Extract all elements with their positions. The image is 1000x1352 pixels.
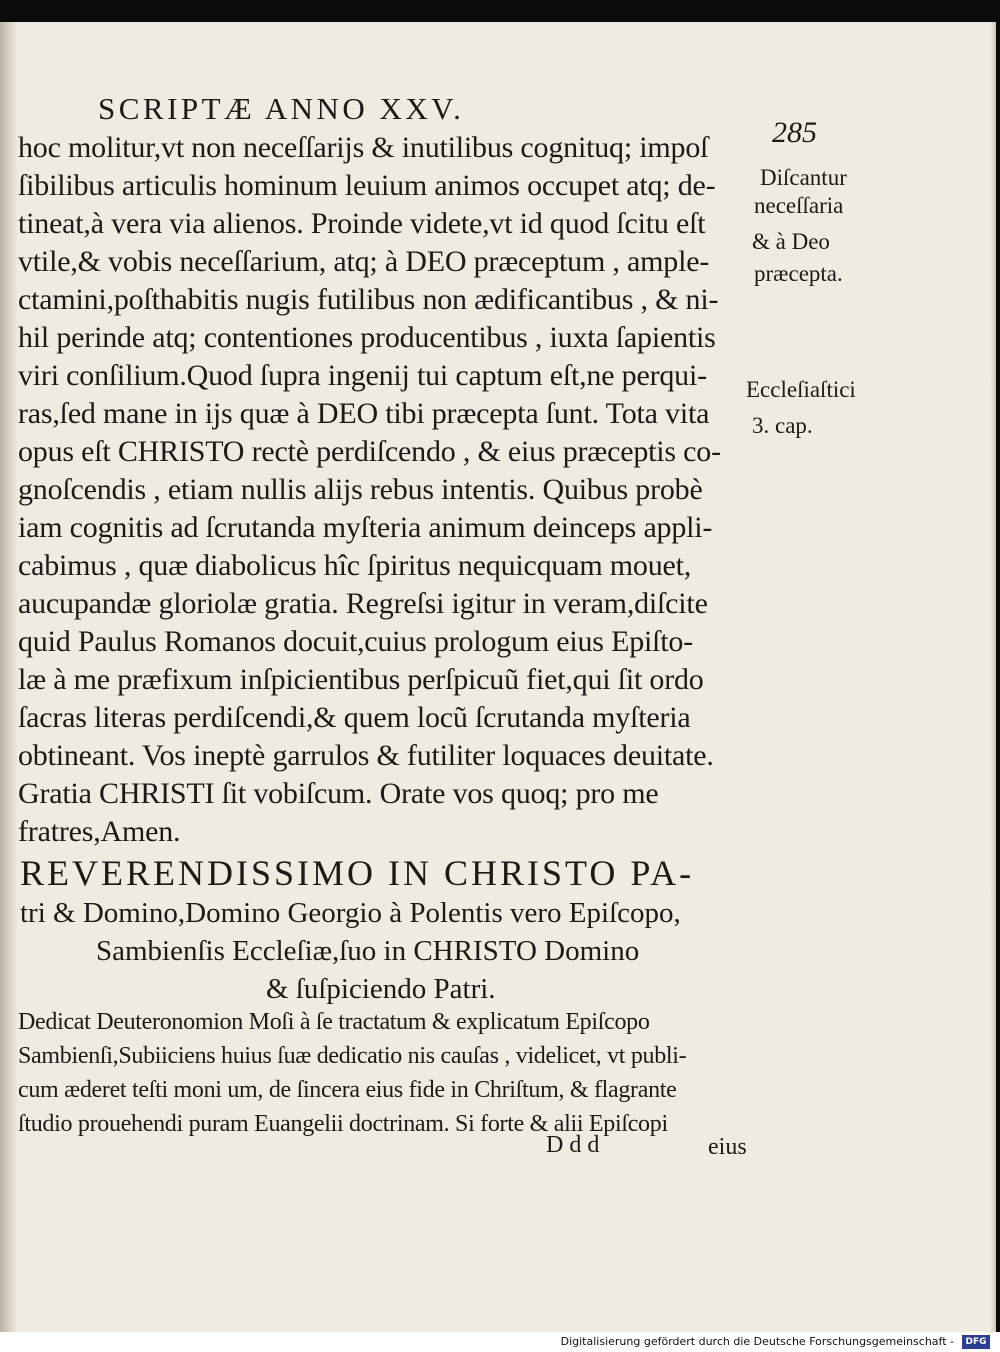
text-line: aucupandæ gloriolæ gratia. Regreſsi igitur in veram,diſcite [18,587,708,620]
margin-note-line: 3. cap. [752,413,813,438]
text-line: iam cognitis ad ſcrutanda myſteria animum deinceps appli- [18,511,713,544]
dedication-title-line: tri & Domino,Domino Georgio à Polentis vero Epiſcopo, [20,897,681,929]
page-number: 285 [772,116,817,149]
text-line: opus eſt CHRISTO rectè perdiſcendo , & eius præceptis co- [18,435,721,468]
running-title: SCRIPTÆ ANNO XXV. [98,91,465,126]
text-line: viri conſilium.Quod ſupra ingenij tui captum eſt,ne perqui- [18,359,707,392]
spine-shadow [0,22,18,1332]
text-line: ſacras literas perdiſcendi,& quem locũ ſcrutanda myſteria [18,701,691,734]
signature-mark: D d d [546,1132,600,1158]
text-line: ctamini,poſthabitis nugis futilibus non ædificantibus , & ni- [18,283,719,316]
text-line: hil perinde atq; contentiones producentibus , iuxta ſapientis [18,321,716,354]
text-line: tineat,à vera via alienos. Proinde videte,vt id quod ſcitu eſt [18,207,706,240]
dedication-title-line: & ſuſpiciendo Patri. [266,973,496,1005]
text-line: ſibilibus articulis hominum leuium animos occupet atq; de- [18,169,716,202]
text-line: læ à me præfixum inſpicientibus perſpicuũ fiet,qui ſit ordo [18,663,704,696]
text-line: hoc molitur,vt non neceſſarijs & inutilibus cognituq; impoſ [18,131,709,164]
summary-line: ſtudio prouehendi puram Euangelii doctrinam. Si forte & alii Epiſcopi [18,1111,668,1137]
text-line: ras,ſed mane in ijs quæ à DEO tibi præcepta ſunt. Tota vita [18,397,710,430]
margin-note-line: Eccleſiaſtici [746,377,856,402]
text-line: vtile,& vobis neceſſarium, atq; à DEO præceptum , ample- [18,245,710,278]
dfg-logo: DFG [962,1335,990,1349]
margin-note-line: præcepta. [754,261,843,286]
text-line: gnoſcendis , etiam nullis alijs rebus intentis. Quibus probè [18,473,703,506]
summary-line: cum æderet teſti moni um, de ſincera eius fide in Chriſtum, & flagrante [18,1077,677,1103]
margin-note-line: & à Deo [752,229,830,254]
summary-line: Sambienſi,Subiiciens huius ſuæ dedicatio nis cauſas , videlicet, vt publi- [18,1043,687,1069]
margin-note-line: neceſſaria [754,193,844,218]
margin-note-line: Diſcantur [760,165,847,190]
text-line: Gratia CHRISTI ſit vobiſcum. Orate vos quoq; pro me [18,777,659,810]
footer-bar [0,1332,1000,1352]
dedication-title-line: Sambienſis Eccleſiæ,ſuo in CHRISTO Domino [96,935,640,967]
dedication-title: REVERENDISSIMO IN CHRISTO PA- [20,853,695,893]
text-line: obtineant. Vos ineptè garrulos & futiliter loquaces deuitate. [18,739,714,772]
page-edge [990,22,996,1332]
text-line: cabimus , quæ diabolicus hîc ſpiritus nequicquam mouet, [18,549,692,582]
summary-line: Dedicat Deuteronomion Moſi à ſe tractatum & explicatum Epiſcopo [18,1009,650,1035]
catchword: eius [708,1134,747,1160]
text-line: quid Paulus Romanos docuit,cuius prologum eius Epiſto- [18,625,693,658]
funding-credit: Digitalisierung gefördert durch die Deutsche Forschungsgemeinschaft - [560,1335,954,1348]
book-page [0,22,996,1332]
text-line: fratres,Amen. [18,815,181,848]
